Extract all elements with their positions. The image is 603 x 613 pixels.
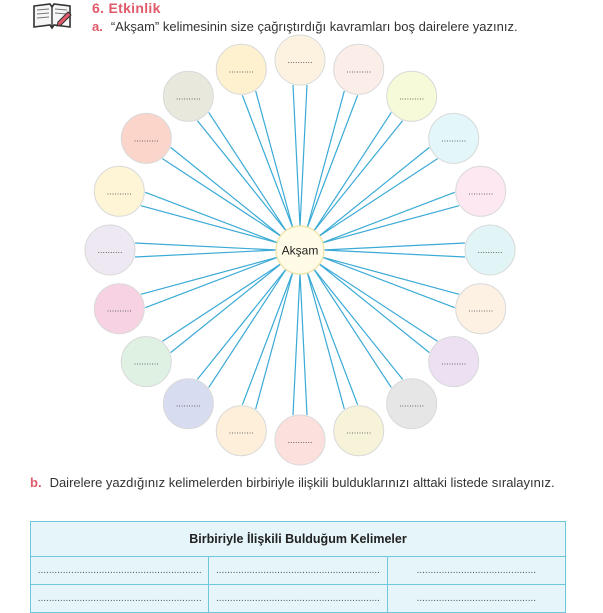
connector-line	[314, 112, 392, 231]
answer-placeholder: ..........	[441, 356, 467, 367]
connector-line	[300, 85, 307, 227]
table-row	[31, 557, 565, 585]
answer-placeholder: ..........	[106, 303, 132, 314]
connector-line	[256, 91, 293, 228]
part-b-instruction	[30, 472, 566, 493]
activity-title: 6. Etkinlik	[92, 0, 161, 16]
connector-line	[135, 243, 277, 250]
center-label: Akşam	[281, 243, 319, 258]
part-a-text: “Akşam” kelimesinin size çağrıştırdığı kavramları boş dairelere yazınız.	[110, 19, 518, 34]
connector-line	[319, 159, 438, 237]
answer-placeholder: ..........	[468, 303, 494, 314]
connector-line	[141, 206, 278, 243]
answer-placeholder: ..........	[175, 398, 201, 409]
table-cell[interactable]: ...........................................................	[31, 557, 209, 584]
connector-line	[209, 112, 287, 231]
table-row	[31, 585, 565, 613]
answer-placeholder: ..........	[399, 91, 425, 102]
answer-placeholder: ..........	[228, 425, 254, 436]
connector-line	[162, 264, 281, 342]
connector-line	[209, 269, 287, 388]
answer-placeholder: ..........	[228, 64, 254, 75]
answer-placeholder: ..........	[477, 245, 503, 255]
connector-line	[319, 264, 438, 342]
connector-line	[162, 159, 281, 237]
connector-line	[307, 91, 344, 228]
answer-placeholder: ..........	[287, 55, 313, 65]
table-header: Birbiriyle İlişkili Bulduğum Kelimeler	[31, 522, 565, 557]
connector-line	[135, 250, 277, 257]
answer-placeholder: ..........	[287, 435, 313, 445]
answer-placeholder: ..........	[106, 186, 132, 197]
connector-line	[314, 269, 392, 388]
answer-placeholder: ..........	[97, 245, 123, 255]
answer-placeholder: ..........	[346, 64, 372, 75]
answer-placeholder: ..........	[468, 186, 494, 197]
connector-line	[141, 257, 278, 294]
connector-line	[300, 273, 307, 415]
table-cell[interactable]: ...........................................	[416, 593, 537, 604]
connector-line	[293, 273, 300, 415]
connector-line	[256, 272, 293, 409]
connector-line	[307, 272, 344, 409]
answer-placeholder: ..........	[441, 133, 467, 144]
table-cell[interactable]: ...........................................................	[209, 557, 387, 584]
related-words-table	[30, 521, 566, 613]
answer-placeholder: ..........	[175, 91, 201, 102]
answer-placeholder: ..........	[133, 133, 159, 144]
connector-line	[322, 206, 459, 243]
table-cell[interactable]: ...........................................................	[31, 585, 209, 612]
table-cell[interactable]: ...........................................	[416, 565, 537, 576]
table-cell[interactable]: ...........................................................	[209, 585, 387, 612]
answer-placeholder: ..........	[399, 398, 425, 409]
connector-line	[323, 250, 465, 257]
answer-placeholder: ..........	[133, 356, 159, 367]
part-a-letter: a.	[92, 19, 103, 34]
part-b-letter: b.	[30, 475, 42, 490]
connector-line	[323, 243, 465, 250]
answer-placeholder: ..........	[346, 425, 372, 436]
connector-line	[322, 257, 459, 294]
connector-line	[293, 85, 300, 227]
part-b-text: Dairelere yazdığınız kelimelerden birbiriyle ilişkili bulduklarınızı alttaki listede sıralayınız.	[49, 475, 555, 490]
